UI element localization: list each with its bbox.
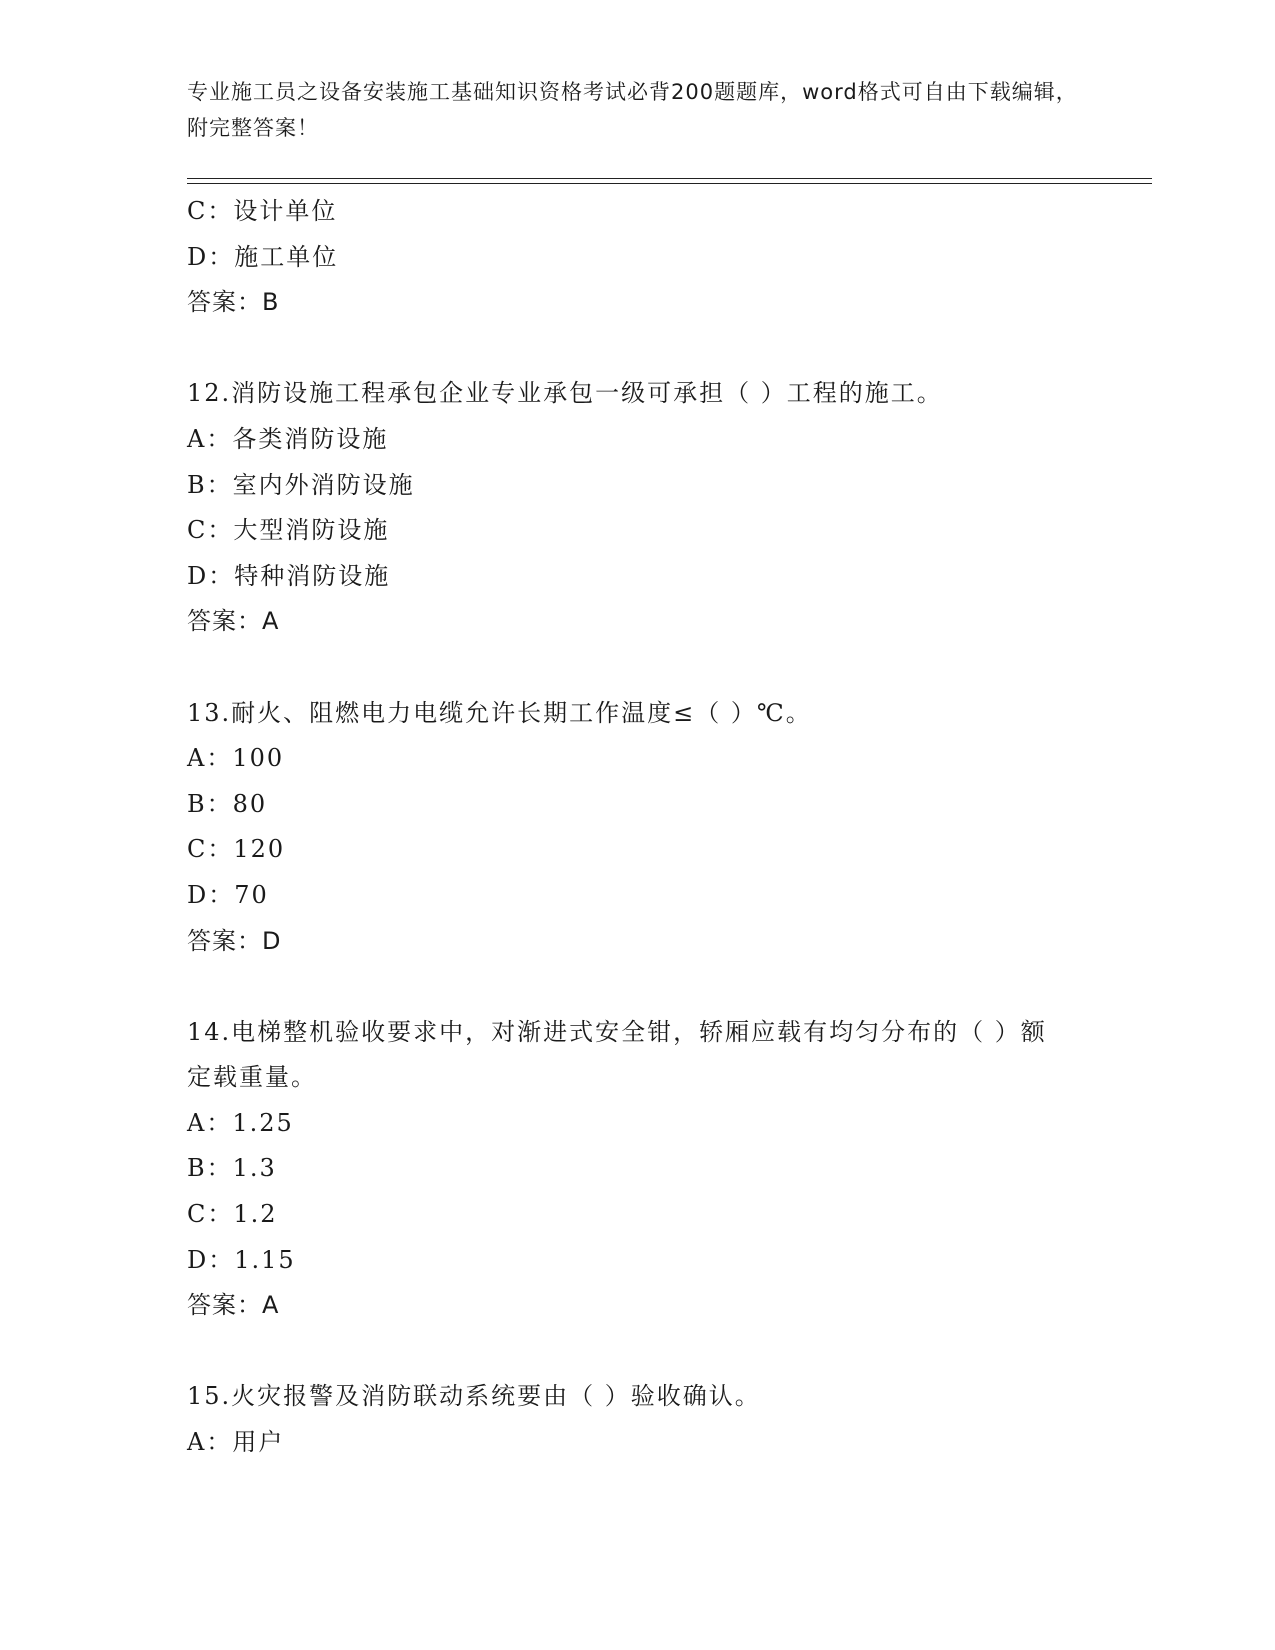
answer-label: 答案：B (187, 288, 280, 317)
option-c: C：120 (187, 835, 286, 864)
option-d: D：70 (187, 880, 269, 909)
option-b: B：80 (187, 789, 268, 818)
option-a: A：100 (187, 744, 285, 773)
answer-label: 答案：A (187, 1291, 280, 1320)
option-c: C：1.2 (187, 1200, 278, 1229)
question-13 (187, 691, 1087, 965)
header-title: 专业施工员之设备安装施工基础知识资格考试必背200题题库，word格式可自由下载编辑，附完整答案！ (187, 80, 1078, 140)
option-b: B：室内外消防设施 (187, 470, 415, 499)
document-header (187, 74, 1087, 146)
option-c: C：大型消防设施 (187, 516, 390, 545)
header-divider-double (187, 183, 1152, 184)
answer-label: 答案：A (187, 607, 280, 636)
question-stem: 13.耐火、阻燃电力电缆允许长期工作温度≤（ ）℃。 (187, 698, 812, 727)
option-a: A：1.25 (187, 1108, 294, 1137)
document-body (187, 189, 1087, 1466)
question-12 (187, 371, 1087, 645)
question-stem: 14.电梯整机验收要求中，对渐进式安全钳，轿厢应载有均匀分布的（ ）额定载重量。 (187, 1017, 1047, 1092)
question-stem: 15.火灾报警及消防联动系统要由（ ）验收确认。 (187, 1382, 761, 1411)
option-a: A：各类消防设施 (187, 424, 389, 453)
previous-question-tail (187, 189, 1087, 326)
answer-label: 答案：D (187, 926, 282, 955)
option-d: D：施工单位 (187, 242, 339, 271)
option-c: C：设计单位 (187, 197, 338, 225)
question-14 (187, 1010, 1087, 1329)
question-stem: 12.消防设施工程承包企业专业承包一级可承担（ ）工程的施工。 (187, 379, 943, 408)
question-15 (187, 1374, 1087, 1465)
option-d: D：1.15 (187, 1245, 296, 1274)
header-divider (187, 178, 1152, 179)
option-b: B：1.3 (187, 1154, 277, 1183)
option-a: A：用户 (187, 1428, 285, 1457)
option-d: D：特种消防设施 (187, 561, 391, 590)
